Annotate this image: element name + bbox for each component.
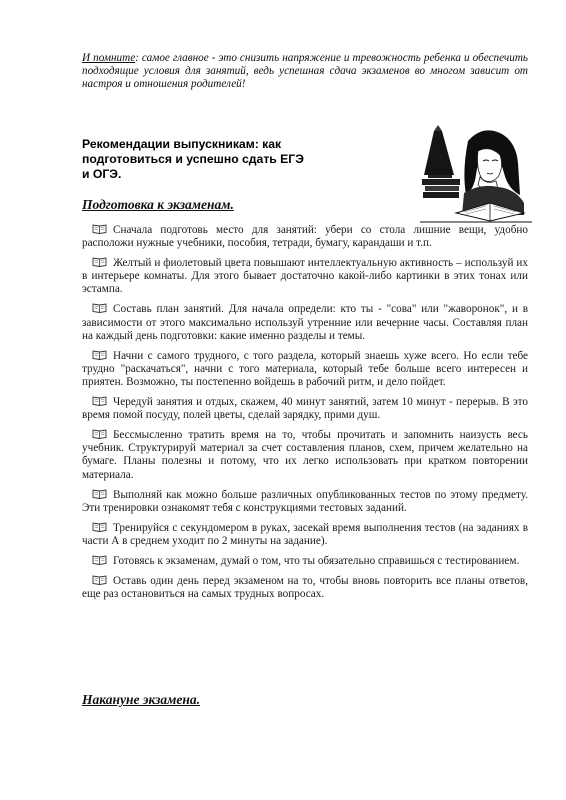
tip-text: Бессмысленно тратить время на то, чтобы прочитать и запомнить наизусть весь учебник. Структурируй материал за счет составления планов, схем, причем желательно на бумаге. Планы полезны и потому, что их легко использовать при кратком повторении материала. — [82, 429, 528, 481]
page-title-line-1: Рекомендации выпускникам: как — [82, 137, 282, 151]
page-title-line-3: и ОГЭ. — [82, 167, 122, 181]
open-book-icon — [92, 224, 107, 234]
section-heading-preparation: Подготовка к экзаменам. — [82, 197, 234, 212]
open-book-icon — [92, 303, 107, 313]
tip-text: Чередуй занятия и отдых, скажем, 40 минут занятий, затем 10 минут - перерыв. В это время помой посуду, полей цветы, сделай зарядку, прими душ. — [82, 396, 528, 422]
intro-text: : самое главное - это снизить напряжение и тревожность ребенка и обеспечить подходящие условия для занятий, ведь успешная сдача экзаменов во многом зависит от настроя и отношения родителей! — [82, 52, 528, 91]
tip-text: Начни с самого трудного, с того раздела, который знаешь хуже всего. Но если тебе трудно "раскачаться", начни с того материала, который тебе больше всего интересен и приятен. Возможно, ты постепенно войдешь в рабочий ритм, и дело пойдет. — [82, 349, 528, 388]
list-item — [82, 350, 528, 389]
open-book-icon — [92, 350, 107, 360]
list-item — [82, 396, 528, 422]
intro-paragraph — [82, 52, 528, 92]
list-item — [82, 522, 528, 548]
section-heading-eve: Накануне экзамена. — [82, 692, 200, 707]
open-book-icon — [92, 555, 107, 565]
page-title-line-2: подготовиться и успешно сдать ЕГЭ — [82, 152, 304, 166]
page-title — [82, 137, 382, 182]
tip-text: Тренируйся с секундомером в руках, засекай время выполнения тестов (на заданиях в части А в среднем уходит по 2 минуты на задание). — [82, 521, 528, 547]
tip-text: Выполняй как можно больше различных опубликованных тестов по этому предмету. Эти тренировки ознакомят тебя с конструкциями тестовых заданий. — [82, 488, 528, 514]
student-studying-illustration — [420, 123, 532, 223]
list-item — [82, 575, 528, 601]
open-book-icon — [92, 522, 107, 532]
list-item — [82, 555, 528, 568]
list-item — [82, 257, 528, 296]
tip-text: Готовясь к экзаменам, думай о том, что ты обязательно справишься с тестированием. — [113, 554, 520, 567]
list-item — [82, 429, 528, 481]
list-item — [82, 303, 528, 342]
open-book-icon — [92, 257, 107, 267]
tip-text: Желтый и фиолетовый цвета повышают интеллектуальную активность – используй их в интерьере комнаты. Для этого бывает достаточно какой-либо картинки в этих тонах или эстампа. — [82, 257, 528, 296]
list-item — [82, 489, 528, 515]
tip-text: Сначала подготовь место для занятий: убери со стола лишние вещи, удобно расположи нужные учебники, пособия, тетради, бумагу, карандаши и т.п. — [82, 224, 528, 250]
open-book-icon — [92, 429, 107, 439]
open-book-icon — [92, 396, 107, 406]
open-book-icon — [92, 575, 107, 585]
intro-lead: И помните — [82, 52, 136, 64]
tip-text: Оставь один день перед экзаменом на то, чтобы вновь повторить все планы ответов, еще раз остановиться на самых трудных вопросах. — [82, 575, 528, 601]
open-book-icon — [92, 489, 107, 499]
tips-list — [82, 224, 528, 608]
tip-text: Составь план занятий. Для начала определи: кто ты - "сова" или "жаворонок", и в зависимости от этого максимально используй утренние или вечерние часы. Составляя план на каждый день подготовки: какие именно разделы и темы. — [82, 303, 528, 342]
list-item — [82, 224, 528, 250]
